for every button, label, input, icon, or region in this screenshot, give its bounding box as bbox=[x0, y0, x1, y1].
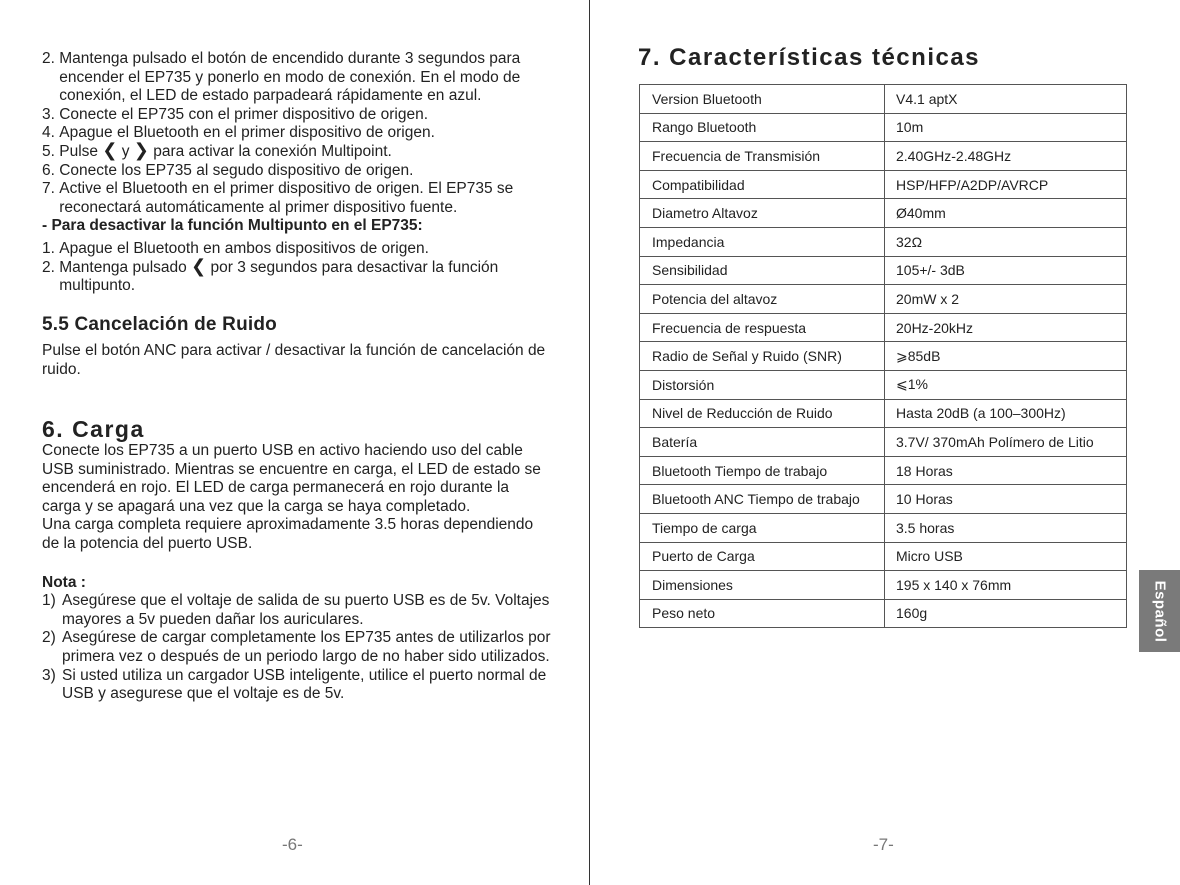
step-text-part: Pulse bbox=[59, 142, 103, 160]
spec-label: Puerto de Carga bbox=[640, 542, 885, 571]
spec-value: 10 Horas bbox=[885, 485, 1127, 514]
table-row bbox=[640, 142, 1127, 171]
table-row bbox=[640, 199, 1127, 228]
table-row bbox=[640, 399, 1127, 428]
step-text-part: por 3 segundos para desactivar la función multipunto. bbox=[59, 258, 499, 295]
spec-label: Frecuencia de respuesta bbox=[640, 313, 885, 342]
note-text: Asegúrese de cargar completamente los EP735 antes de utilizarlos por primera vez o después de un periodo largo de no haber sido utilizados. bbox=[62, 629, 551, 666]
spec-label: Tiempo de carga bbox=[640, 513, 885, 542]
step-text: Conecte los EP735 al segudo dispositivo de origen. bbox=[59, 161, 414, 179]
spec-value: ⩽1% bbox=[885, 370, 1127, 399]
specs-heading: 7. Características técnicas bbox=[638, 44, 981, 71]
step-number: 2. bbox=[42, 50, 60, 67]
step-text-part: y bbox=[117, 142, 134, 160]
note-title: Nota : bbox=[42, 573, 86, 591]
step-number: 7. bbox=[42, 180, 60, 198]
list-item bbox=[42, 50, 552, 106]
spec-value: Ø40mm bbox=[885, 199, 1127, 228]
spec-value: 32Ω bbox=[885, 227, 1127, 256]
note-text: Si usted utiliza un cargador USB inteligente, utilice el puerto normal de USB y asegurese que el voltaje es de 5v. bbox=[62, 666, 547, 703]
multipoint-off-steps bbox=[42, 240, 552, 296]
table-row bbox=[640, 313, 1127, 342]
spec-value: Micro USB bbox=[885, 542, 1127, 571]
spec-label: Peso neto bbox=[640, 599, 885, 628]
spec-label: Batería bbox=[640, 428, 885, 457]
list-item bbox=[42, 240, 552, 259]
charging-heading: 6. Carga bbox=[42, 415, 145, 442]
step-text bbox=[59, 255, 552, 296]
step-text: Mantenga pulsado el botón de encendido durante 3 segundos para encender el EP735 y ponerlo en modo de conexión. En el modo de conexión, el LED de estado parpadeará rápidamente en azul. bbox=[59, 50, 521, 105]
note-item bbox=[42, 629, 552, 666]
table-row bbox=[640, 170, 1127, 199]
list-item bbox=[42, 124, 552, 143]
table-row bbox=[640, 256, 1127, 285]
multipoint-steps bbox=[42, 50, 552, 217]
left-page bbox=[42, 50, 552, 704]
noise-cancel-text: Pulse el botón ANC para activar / desactivar la función de cancelación de ruido. bbox=[42, 342, 546, 378]
spec-value: 20mW x 2 bbox=[885, 285, 1127, 314]
spec-value: 10m bbox=[885, 113, 1127, 142]
spec-label: Impedancia bbox=[640, 227, 885, 256]
spec-value: 3.7V/ 370mAh Polímero de Litio bbox=[885, 428, 1127, 457]
spec-label: Bluetooth ANC Tiempo de trabajo bbox=[640, 485, 885, 514]
table-row bbox=[640, 599, 1127, 628]
table-row bbox=[640, 227, 1127, 256]
step-text: Apague el Bluetooth en ambos dispositivos de origen. bbox=[59, 239, 429, 257]
chevron-left-icon: ❮ bbox=[102, 139, 118, 160]
step-number: 6. bbox=[42, 161, 60, 179]
language-tab-label: Español bbox=[1151, 580, 1169, 642]
step-text-part: Mantenga pulsado bbox=[59, 258, 192, 276]
note-text: Asegúrese que el voltaje de salida de su puerto USB es de 5v. Voltajes mayores a 5v pueden dañar los auriculares. bbox=[62, 592, 550, 628]
spec-label: Version Bluetooth bbox=[640, 85, 885, 114]
list-item bbox=[42, 139, 552, 162]
list-item bbox=[42, 180, 552, 217]
step-number: 1. bbox=[42, 239, 60, 257]
spec-value: 195 x 140 x 76mm bbox=[885, 571, 1127, 600]
note-item bbox=[42, 592, 552, 629]
table-row bbox=[640, 542, 1127, 571]
spec-value: 2.40GHz-2.48GHz bbox=[885, 142, 1127, 171]
table-row bbox=[640, 571, 1127, 600]
spec-label: Sensibilidad bbox=[640, 256, 885, 285]
charging-time-text: Una carga completa requiere aproximadamente 3.5 horas dependiendo de la potencia del puerto USB. bbox=[42, 516, 534, 553]
spec-value: 160g bbox=[885, 599, 1127, 628]
table-row bbox=[640, 342, 1127, 371]
spec-value: 3.5 horas bbox=[885, 513, 1127, 542]
spec-value: 18 Horas bbox=[885, 456, 1127, 485]
note-number: 1) bbox=[42, 592, 56, 610]
list-item bbox=[42, 162, 552, 181]
step-text: Apague el Bluetooth en el primer dispositivo de origen. bbox=[59, 124, 435, 142]
chevron-left-icon: ❮ bbox=[191, 255, 207, 276]
list-item bbox=[42, 106, 552, 125]
step-number: 2. bbox=[42, 258, 60, 276]
spec-label: Compatibilidad bbox=[640, 170, 885, 199]
spec-value: 20Hz-20kHz bbox=[885, 313, 1127, 342]
note-number: 2) bbox=[42, 629, 56, 647]
spec-label: Potencia del altavoz bbox=[640, 285, 885, 314]
spec-label: Distorsión bbox=[640, 370, 885, 399]
table-row bbox=[640, 370, 1127, 399]
spec-value: Hasta 20dB (a 100–300Hz) bbox=[885, 399, 1127, 428]
specs-table bbox=[639, 84, 1127, 628]
spec-value: HSP/HFP/A2DP/AVRCP bbox=[885, 170, 1127, 199]
spec-value: 105+/- 3dB bbox=[885, 256, 1127, 285]
spec-value: V4.1 aptX bbox=[885, 85, 1127, 114]
table-row bbox=[640, 285, 1127, 314]
noise-cancel-heading: 5.5 Cancelación de Ruido bbox=[42, 313, 277, 335]
step-number: 5. bbox=[42, 142, 60, 160]
table-row bbox=[640, 113, 1127, 142]
page-number-right: -7- bbox=[873, 835, 894, 854]
step-text bbox=[59, 139, 552, 162]
chevron-right-icon: ❯ bbox=[133, 139, 149, 160]
language-tab bbox=[1139, 570, 1180, 652]
spec-label: Bluetooth Tiempo de trabajo bbox=[640, 456, 885, 485]
list-item bbox=[42, 255, 552, 296]
charging-text: Conecte los EP735 a un puerto USB en activo haciendo uso del cable USB suministrado. Mientras se encuentre en carga, el LED de estado se encenderá en rojo. El LED de carga permanecerá en rojo durante la carga y se apagará una vez que la carga se haya completado. bbox=[42, 442, 541, 515]
step-number: 4. bbox=[42, 124, 60, 142]
step-text: Conecte el EP735 con el primer dispositivo de origen. bbox=[59, 105, 428, 123]
spec-value: ⩾85dB bbox=[885, 342, 1127, 371]
page-divider bbox=[589, 0, 590, 885]
table-row bbox=[640, 485, 1127, 514]
spec-label: Radio de Señal y Ruido (SNR) bbox=[640, 342, 885, 371]
spec-label: Frecuencia de Transmisión bbox=[640, 142, 885, 171]
note-number: 3) bbox=[42, 666, 56, 684]
step-number: 3. bbox=[42, 105, 60, 123]
note-item bbox=[42, 667, 552, 704]
page-number-left: -6- bbox=[282, 835, 303, 854]
table-row bbox=[640, 428, 1127, 457]
table-row bbox=[640, 456, 1127, 485]
spec-label: Diametro Altavoz bbox=[640, 199, 885, 228]
spec-label: Rango Bluetooth bbox=[640, 113, 885, 142]
table-row bbox=[640, 85, 1127, 114]
step-text: Active el Bluetooth en el primer dispositivo de origen. El EP735 se reconectará automáticamente al primer dispositivo fuente. bbox=[59, 180, 514, 216]
spec-label: Dimensiones bbox=[640, 571, 885, 600]
notes-list bbox=[42, 592, 552, 704]
multipoint-off-heading: - Para desactivar la función Multipunto en el EP735: bbox=[42, 217, 423, 235]
spec-label: Nivel de Reducción de Ruido bbox=[640, 399, 885, 428]
table-row bbox=[640, 513, 1127, 542]
step-text-part: para activar la conexión Multipoint. bbox=[148, 142, 392, 160]
